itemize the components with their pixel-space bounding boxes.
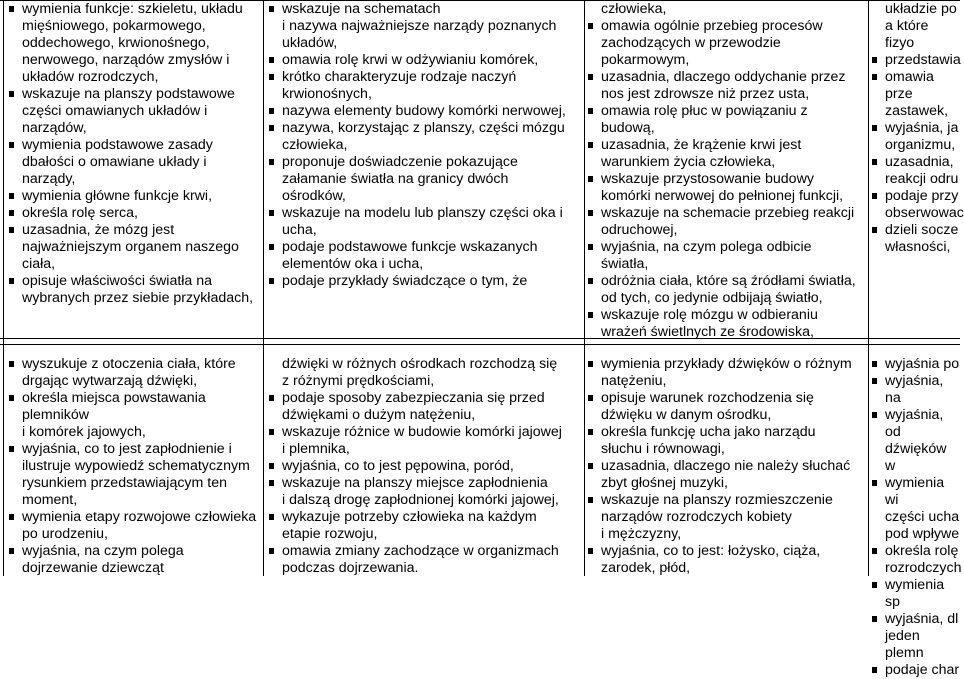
bullet-item: omawia rolę krwi w odżywianiu komórek, (266, 52, 581, 69)
bullet-item: podaje podstawowe funkcje wskazanych (266, 239, 581, 256)
bullet-item: wymienia główne funkcje krwi, (6, 188, 260, 205)
table-cell (585, 356, 867, 576)
continuation-line: oddechowego, krwionośnego, (22, 35, 210, 51)
continuation-line: człowieka, (282, 137, 348, 153)
continuation-line: odruchowej, (601, 222, 678, 238)
continuation-line: dźwiękami o dużym natężeniu, (282, 407, 476, 423)
continuation-line: po urodzeniu, (22, 526, 108, 542)
bullet-item: wyjaśnia, ja (869, 120, 960, 137)
bullet-item: podaje przy (869, 188, 960, 205)
bullet-item: wskazuje przystosowanie budowy (585, 171, 865, 188)
continuation-line: i dalszą drogę zapłodnionej komórki jajowej, (282, 492, 559, 508)
bullet-item: wskazuje na schemacie przebieg reakcji (585, 205, 865, 222)
continuation-line: komórki nerwowej do pełnionej funkcji, (601, 188, 844, 204)
continuation-line: dźwięku w danym ośrodku, (601, 407, 772, 423)
continuation-line: układzie po (885, 1, 957, 17)
continuation-line: i komórek jajowych, (22, 424, 146, 440)
continuation-line: narządów, (22, 120, 87, 136)
bullet-item: podaje char (869, 662, 960, 679)
continuation-line: załamanie światła na granicy dwóch (282, 171, 509, 187)
continuation-line: pokarmowym, (601, 52, 690, 68)
bullet-item: przedstawia (869, 52, 960, 69)
continuation-line: narządów rozrodczych kobiety (601, 509, 792, 525)
continuation-line: mięśniowego, pokarmowego, (22, 18, 206, 34)
bullet-item: uzasadnia, dlaczego oddychanie przez (585, 69, 865, 86)
bullet-item: proponuje doświadczenie pokazujące (266, 154, 581, 171)
bullet-item: wyjaśnia, od (869, 407, 960, 441)
bullet-item: wyjaśnia, co to jest zapłodnienie i (6, 441, 260, 458)
table-cell (264, 1, 583, 338)
bullet-item: wyszukuje z otoczenia ciała, które (6, 356, 260, 373)
continuation-line: człowieka, (601, 1, 667, 17)
continuation-line: dojrzewanie dziewcząt (22, 560, 164, 576)
continuation-line: etapie rozwoju, (282, 526, 378, 542)
bullet-item: określa rolę (869, 543, 960, 560)
continuation-line: zastawek, (885, 103, 949, 119)
continuation-line: warunkiem życia człowieka, (601, 154, 776, 170)
continuation-line: i mężczyzny, (601, 526, 682, 542)
continuation-line: wybranych przez siebie przykładach, (22, 290, 254, 306)
bullet-item: podaje sposoby zabezpieczania się przed (266, 390, 581, 407)
continuation-line: nos jest zdrowsze niż przez usta, (601, 86, 810, 102)
bullet-item: omawia zmiany zachodzące w organizmach (266, 543, 581, 560)
continuation-line: ośrodków, (282, 188, 346, 204)
bullet-item: nazywa, korzystając z planszy, części mózgu (266, 120, 581, 137)
continuation-line: zachodzących w przewodzie (601, 35, 781, 51)
continuation-line: ilustruje wypowiedź schematycznym (22, 458, 250, 474)
row-divider-lower (0, 344, 960, 345)
table-cell (869, 356, 962, 678)
continuation-line: i plemnika, (282, 441, 350, 457)
bullet-item: dzieli socze (869, 222, 960, 239)
continuation-line: obserwowac (885, 205, 964, 221)
continuation-line: reakcji odru (885, 171, 959, 187)
continuation-line: dźwięków w (885, 441, 947, 474)
continuation-line: moment, (22, 492, 78, 508)
cell-list (869, 356, 960, 679)
continuation-line: części omawianych układów i (22, 103, 208, 119)
cell-list (6, 1, 260, 307)
bullet-item: określa miejsca powstawania (6, 390, 260, 407)
bullet-item: wyjaśnia, na czym polega (6, 543, 260, 560)
cell-list (6, 356, 260, 577)
continuation-line: najważniejszym organem naszego (22, 239, 239, 255)
bullet-item: wskazuje na schematach (266, 1, 581, 18)
continuation-line: ciała, (22, 256, 56, 272)
bullet-item: krótko charakteryzuje rodzaje naczyń (266, 69, 581, 86)
continuation-line: części ucha (885, 509, 960, 525)
continuation-line: zbyt głośnej muzyki, (601, 475, 728, 491)
cell-list (869, 1, 964, 256)
continuation-line: od tych, co jedynie odbijają światło, (601, 290, 823, 306)
bullet-item: opisuje warunek rozchodzenia się (585, 390, 865, 407)
bullet-item: wyjaśnia, co to jest: łożysko, ciąża, (585, 543, 865, 560)
bullet-item: wyjaśnia, na (869, 373, 960, 407)
continuation-line: wrażeń świetlnych ze środowiska, (601, 324, 814, 340)
continuation-line: z różnymi prędkościami, (282, 373, 435, 389)
continuation-line: pod wpływe (885, 526, 960, 542)
bullet-item: wymienia podstawowe zasady (6, 137, 260, 154)
continuation-line: narządy, (22, 171, 76, 187)
bullet-item: wyjaśnia, na czym polega odbicie (585, 239, 865, 256)
bullet-item: wyjaśnia po (869, 356, 960, 373)
continuation-line: zarodek, płód, (601, 560, 691, 576)
continuation-line: światła, (601, 256, 649, 272)
continuation-line: układów rozrodczych, (22, 69, 159, 85)
continuation-line: budową, (601, 120, 655, 136)
bullet-item: wymienia sp (869, 577, 960, 611)
cell-list (266, 1, 581, 290)
bullet-item: określa funkcję ucha jako narządu (585, 424, 865, 441)
continuation-line: dźwięki w różnych ośrodkach rozchodzą się (282, 356, 558, 372)
continuation-line: natężeniu, (601, 373, 667, 389)
continuation-line: podczas dojrzewania. (282, 560, 419, 576)
continuation-line: i nazywa najważniejsze narządy poznanych (282, 18, 557, 34)
continuation-line: jeden plemn (885, 628, 924, 661)
continuation-line: układów, (282, 35, 338, 51)
continuation-line: plemników (22, 407, 90, 423)
table-cell (4, 356, 262, 576)
bullet-item: omawia rolę płuc w powiązaniu z (585, 103, 865, 120)
bullet-item: wymienia etapy rozwojowe człowieka (6, 509, 260, 526)
continuation-line: własności, (885, 239, 951, 255)
bullet-item: wyjaśnia, dl (869, 611, 960, 628)
bullet-item: wskazuje na modelu lub planszy części oka i (266, 205, 581, 222)
bullet-item: nazywa elementy budowy komórki nerwowej, (266, 103, 581, 120)
continuation-line: ucha, (282, 222, 317, 238)
table-cell (869, 1, 964, 338)
bullet-item: omawia prze (869, 69, 960, 103)
continuation-line: drgając wytwarzają dźwięki, (22, 373, 198, 389)
continuation-line: organizmu, (885, 137, 956, 153)
bullet-item: wykazuje potrzeby człowieka na każdym (266, 509, 581, 526)
bullet-item: wymienia przykłady dźwięków o różnym (585, 356, 865, 373)
bullet-item: wskazuje rolę mózgu w odbieraniu (585, 307, 865, 324)
continuation-line: nerwowego, narządów zmysłów i (22, 52, 230, 68)
bullet-item: wskazuje na planszy miejsce zapłodnienia (266, 475, 581, 492)
continuation-line: dbałości o omawiane układy i (22, 154, 207, 170)
continuation-line: elementów oka i ucha, (282, 256, 424, 272)
continuation-line: rozrodczych (885, 560, 962, 576)
bullet-item: odróżnia ciała, które są źródłami światła, (585, 273, 865, 290)
bullet-item: wyjaśnia, co to jest pępowina, poród, (266, 458, 581, 475)
bullet-item: wymienia wi (869, 475, 960, 509)
continuation-line: krwionośnych, (282, 86, 372, 102)
bullet-item: omawia ogólnie przebieg procesów (585, 18, 865, 35)
cell-list (585, 356, 865, 577)
continuation-line: a które fizyo (885, 18, 929, 51)
bullet-item: opisuje właściwości światła na (6, 273, 260, 290)
table-cell (585, 1, 867, 338)
bullet-item: określa rolę serca, (6, 205, 260, 222)
cell-list (266, 356, 581, 577)
bullet-item: uzasadnia, dlaczego nie należy słuchać (585, 458, 865, 475)
bullet-item: wskazuje na planszy podstawowe (6, 86, 260, 103)
table-cell (4, 1, 262, 338)
bullet-item: uzasadnia, że krążenie krwi jest (585, 137, 865, 154)
bullet-item: uzasadnia, (869, 154, 960, 171)
bullet-item: podaje przykłady świadczące o tym, że (266, 273, 581, 290)
continuation-line: słuchu i równowagi, (601, 441, 725, 457)
table-cell (264, 356, 583, 576)
bullet-item: wymienia funkcje: szkieletu, układu (6, 1, 260, 18)
bullet-item: wskazuje na planszy rozmieszczenie (585, 492, 865, 509)
bullet-item: wskazuje różnice w budowie komórki jajowej (266, 424, 581, 441)
bullet-item: uzasadnia, że mózg jest (6, 222, 260, 239)
cell-list (585, 1, 865, 341)
continuation-line: rysunkiem przedstawiającym ten (22, 475, 228, 491)
